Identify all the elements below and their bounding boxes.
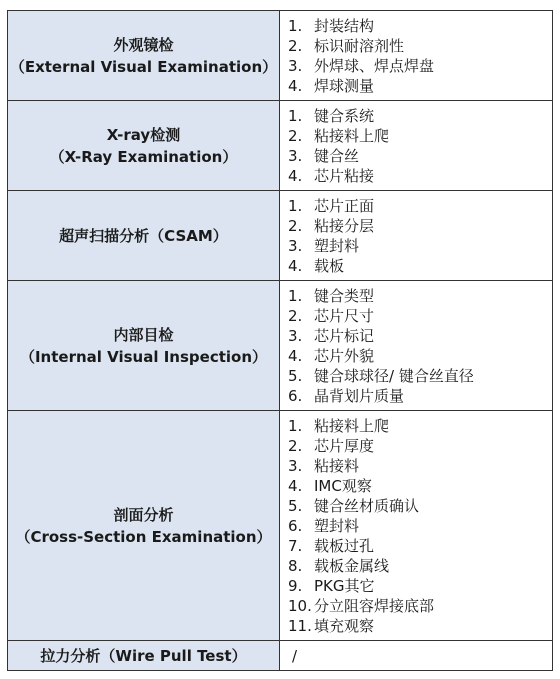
list-item: 9. PKG其它	[288, 576, 375, 595]
item-list	[288, 286, 546, 406]
empty-value: /	[292, 646, 298, 665]
list-item: 1. 键合系统	[288, 106, 375, 125]
category-name: X-ray检测	[106, 125, 181, 144]
list-item: 5. 键合丝材质确认	[288, 496, 420, 515]
category-cell	[8, 411, 280, 641]
item-list	[288, 16, 546, 96]
category-subtitle: （Internal Visual Inspection）	[19, 347, 268, 366]
list-item: 3. 塑封料	[288, 236, 360, 255]
category-name: 内部目检	[113, 325, 174, 344]
table-row	[8, 191, 553, 281]
table-row	[8, 11, 553, 101]
category-cell	[8, 281, 280, 411]
value-cell	[280, 641, 553, 671]
category-subtitle: （Cross-Section Examination）	[15, 527, 272, 546]
list-item: 6. 晶背划片质量	[288, 386, 405, 405]
table-row	[8, 101, 553, 191]
list-item: 1. 封装结构	[288, 16, 375, 35]
list-item: 1. 粘接料上爬	[288, 416, 390, 435]
items-cell	[280, 191, 553, 281]
items-cell	[280, 411, 553, 641]
list-item: 11. 填充观察	[288, 616, 375, 635]
list-item: 2. 芯片厚度	[288, 436, 375, 455]
category-cell	[8, 641, 280, 671]
item-list	[288, 416, 546, 636]
list-item: 4. 芯片外貌	[288, 346, 375, 365]
list-item: 1. 键合类型	[288, 286, 375, 305]
table-row	[8, 281, 553, 411]
items-cell	[280, 11, 553, 101]
list-item: 3. 粘接料	[288, 456, 360, 475]
category-name: 超声扫描分析（CSAM）	[59, 226, 228, 245]
table-row	[8, 641, 553, 671]
inspection-table	[7, 10, 553, 671]
list-item: 1. 芯片正面	[288, 196, 375, 215]
category-cell	[8, 11, 280, 101]
category-subtitle: （External Visual Examination）	[9, 57, 278, 76]
list-item: 2. 芯片尺寸	[288, 306, 375, 325]
list-item: 8. 载板金属线	[288, 556, 390, 575]
category-cell	[8, 101, 280, 191]
list-item: 3. 键合丝	[288, 146, 360, 165]
category-name: 剖面分析	[113, 505, 174, 524]
item-list	[288, 106, 546, 186]
category-name: 拉力分析（Wire Pull Test）	[40, 646, 247, 665]
list-item: 6. 塑封料	[288, 516, 360, 535]
category-cell	[8, 191, 280, 281]
list-item: 3. 外焊球、焊点焊盘	[288, 56, 435, 75]
list-item: 2. 粘接料上爬	[288, 126, 390, 145]
list-item: 4. 载板	[288, 256, 345, 275]
items-cell	[280, 281, 553, 411]
list-item: 2. 标识耐溶剂性	[288, 36, 405, 55]
list-item: 4. IMC观察	[288, 476, 372, 495]
category-subtitle: （X-Ray Examination）	[49, 147, 238, 166]
list-item: 4. 焊球测量	[288, 76, 375, 95]
list-item: 2. 粘接分层	[288, 216, 375, 235]
items-cell	[280, 101, 553, 191]
list-item: 4. 芯片粘接	[288, 166, 375, 185]
list-item: 7. 载板过孔	[288, 536, 375, 555]
item-list	[288, 196, 546, 276]
list-item: 5. 键合球球径/ 键合丝直径	[288, 366, 474, 385]
category-name: 外观镜检	[113, 35, 174, 54]
list-item: 10. 分立阻容焊接底部	[288, 596, 435, 615]
table-row	[8, 411, 553, 641]
list-item: 3. 芯片标记	[288, 326, 375, 345]
